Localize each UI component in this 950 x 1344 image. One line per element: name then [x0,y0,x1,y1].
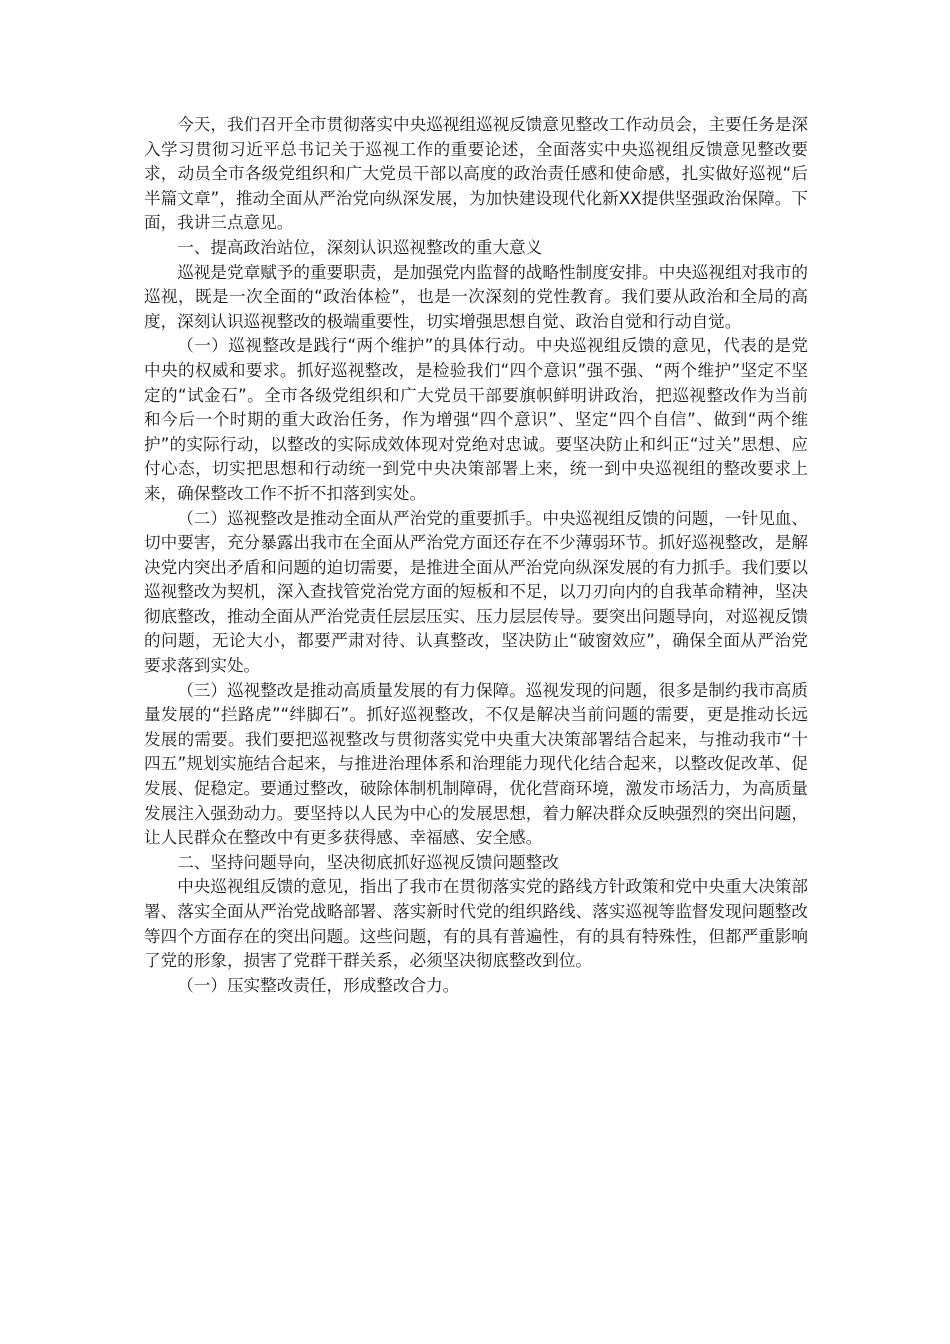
opening-paragraph: 今天，我们召开全市贯彻落实中央巡视组巡视反馈意见整改工作动员会，主要任务是深入学习贯彻习近平总书记关于巡视工作的重要论述，全面落实中央巡视组反馈意见整改要求，动员全市各级党组织和广大党员干部以高度的政治责任感和使命感，扎实做好巡视“后半篇文章”，推动全面从严治党向纵深发展，为加快建设现代化新XX提供坚强政治保障。下面，我讲三点意见。 [144,115,808,233]
section-1-point-2-paragraph: （二）巡视整改是推动全面从严治党的重要抓手。中央巡视组反馈的问题，一针见血、切中要害，充分暴露出我市在全面从严治党方面还存在不少薄弱环节。抓好巡视整改，是解决党内突出矛盾和问题的迫切需要，是推进全面从严治党向纵深发展的有力抓手。我们要以巡视整改为契机，深入查找管党治党方面的短板和不足，以刀刃向内的自我革命精神，坚决彻底整改，推动全面从严治党责任层层压实、压力层层传导。要突出问题导向，对巡视反馈的问题，无论大小，都要严肃对待、认真整改，坚决防止“破窗效应”，确保全面从严治党要求落到实处。 [144,508,808,676]
section-1-intro-paragraph: 巡视是党章赋予的重要职责，是加强党内监督的战略性制度安排。中央巡视组对我市的巡视，既是一次全面的“政治体检”，也是一次深刻的党性教育。我们要从政治和全局的高度，深刻认识巡视整改的极端重要性，切实增强思想自觉、政治自觉和行动自觉。 [144,262,808,331]
section-heading-2: 二、坚持问题导向，坚决彻底抓好巡视反馈问题整改 [177,852,559,872]
section-1-point-3-paragraph: （三）巡视整改是推动高质量发展的有力保障。巡视发现的问题，很多是制约我市高质量发展的“拦路虎”“绊脚石”。抓好巡视整改，不仅是解决当前问题的需要，更是推动长远发展的需要。我们要把巡视整改与贯彻落实党中央重大决策部署结合起来，与推动我市“十四五”规划实施结合起来，与推进治理体系和治理能力现代化结合起来，以整改促改革、促发展、促稳定。要通过整改，破除体制机制障碍，优化营商环境，激发市场活力，为高质量发展注入强劲动力。要坚持以人民为中心的发展思想，着力解决群众反映强烈的突出问题，让人民群众在整改中有更多获得感、幸福感、安全感。 [144,680,808,848]
section-2-point-1-paragraph: （一）压实整改责任，形成整改合力。 [177,975,460,995]
section-1-point-1-paragraph: （一）巡视整改是践行“两个维护”的具体行动。中央巡视组反馈的意见，代表的是党中央的权威和要求。抓好巡视整改，是检验我们“四个意识”强不强、“两个维护”坚定不坚定的“试金石”。全市各级党组织和广大党员干部要旗帜鲜明讲政治，把巡视整改作为当前和今后一个时期的重大政治任务，作为增强“四个意识”、坚定“四个自信”、做到“两个维护”的实际行动，以整改的实际成效体现对党绝对忠诚。要坚决防止和纠正“过关”思想、应付心态，切实把思想和行动统一到党中央决策部署上来，统一到中央巡视组的整改要求上来，确保整改工作不折不扣落到实处。 [144,336,808,503]
section-2-intro-paragraph: 中央巡视组反馈的意见，指出了我市在贯彻落实党的路线方针政策和党中央重大决策部署、落实全面从严治党战略部署、落实新时代党的组织路线、落实巡视等监督发现问题整改等四个方面存在的突出问题。这些问题，有的具有普遍性，有的具有特殊性，但都严重影响了党的形象，损害了党群干群关系，必须坚决彻底整改到位。 [144,877,808,971]
section-heading-1: 一、提高政治站位，深刻认识巡视整改的重大意义 [177,237,543,257]
document-page [144,113,808,998]
